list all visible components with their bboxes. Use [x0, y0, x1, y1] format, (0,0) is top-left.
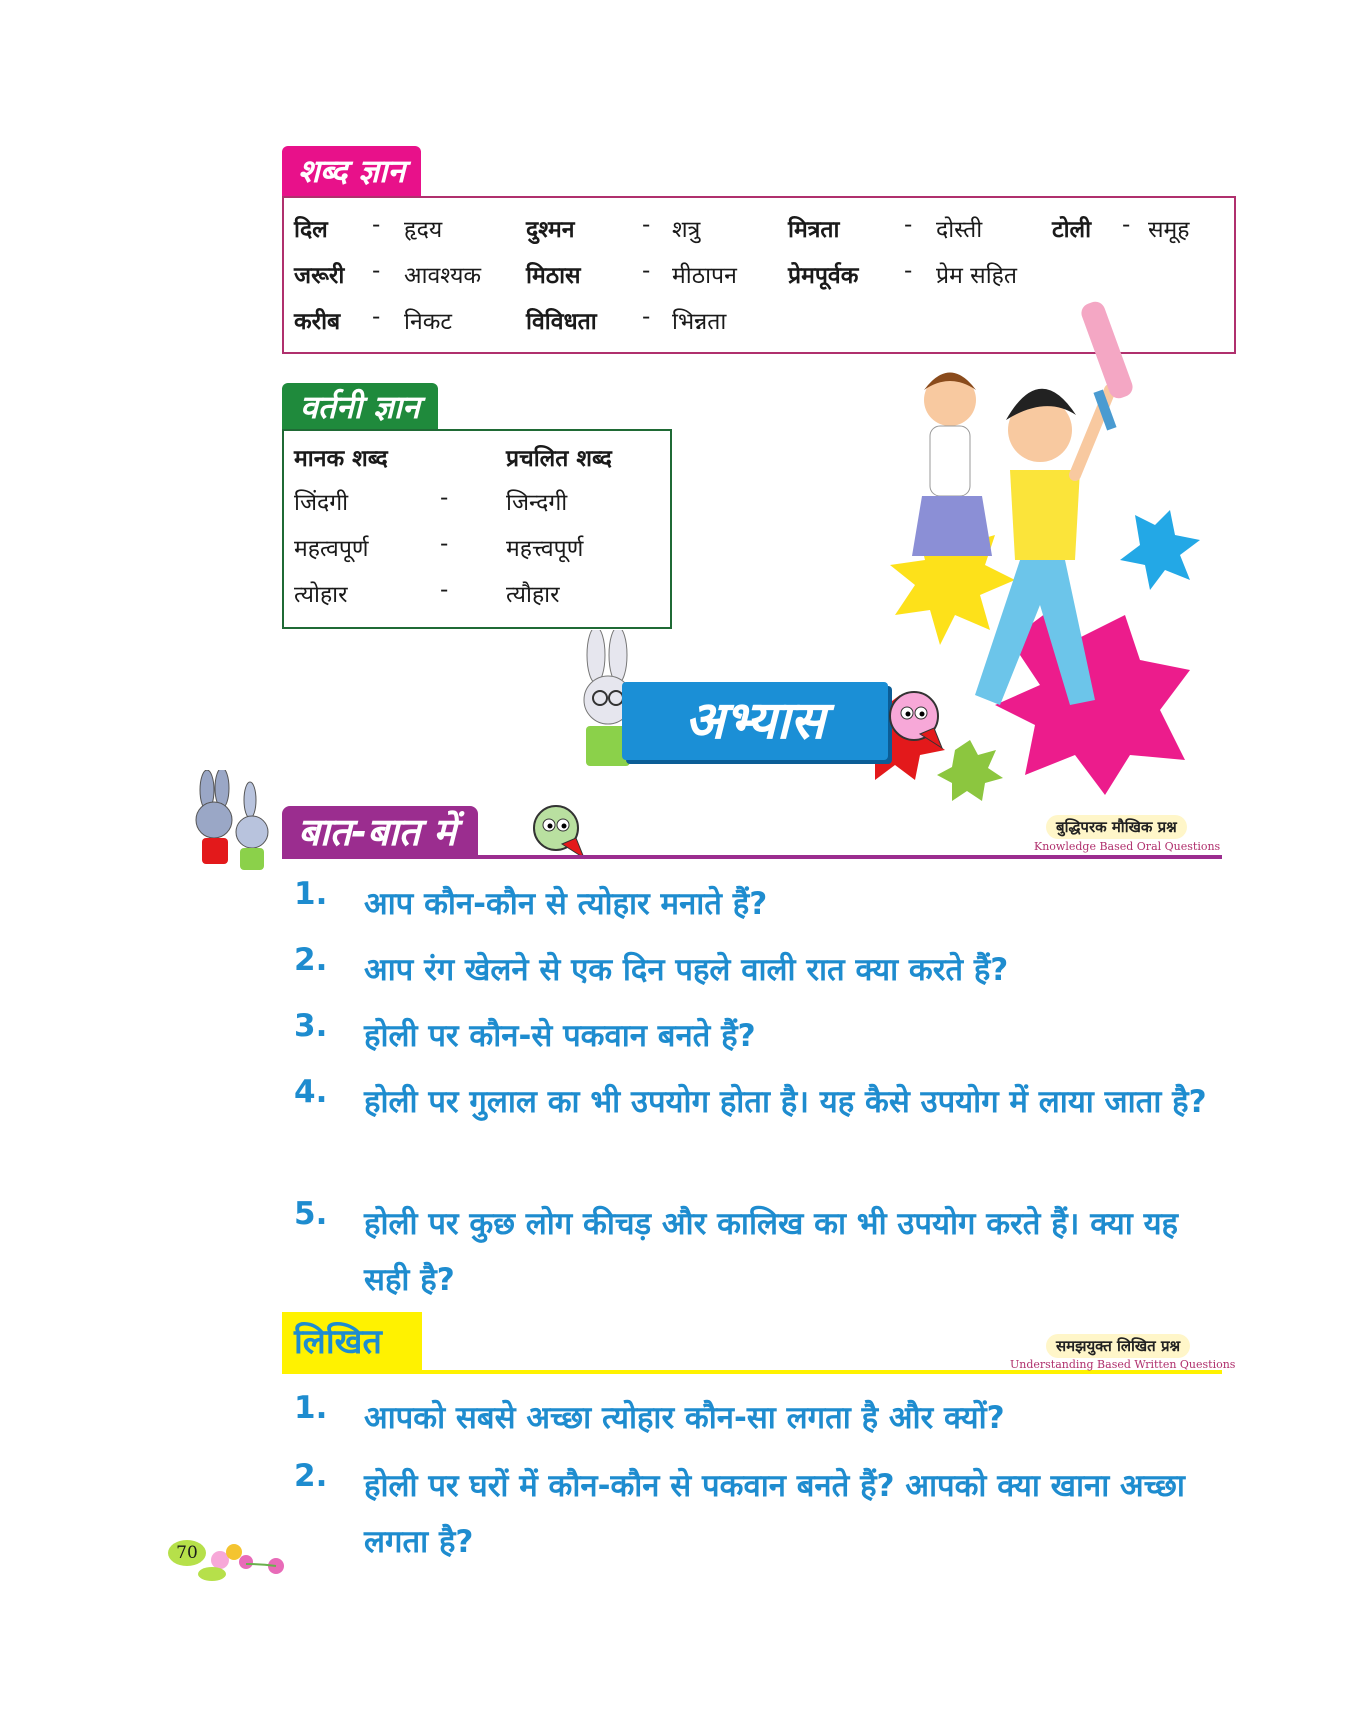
oral-question: 5. होली पर कुछ लोग कीचड़ और कालिख का भी उपयोग करते हैं। क्या यह सही है?	[294, 1196, 1179, 1298]
word-entry: करीब	[294, 309, 341, 335]
written-question: 1. आपको सबसे अच्छा त्योहार कौन-सा लगता है और क्यों?	[294, 1390, 1005, 1436]
word-entry: मित्रता	[788, 217, 840, 243]
word-entry: टोली	[1052, 217, 1092, 243]
oral-question: 2. आप रंग खेलने से एक दिन पहले वाली रात क्या करते हैं?	[294, 942, 1009, 988]
oral-badge-english: Knowledge Based Oral Questions	[1034, 840, 1221, 853]
page-number: 70	[168, 1540, 206, 1566]
holi-kids-illustration	[860, 280, 1240, 840]
written-section-title: लिखित	[282, 1312, 422, 1372]
blue-splash	[1120, 510, 1200, 590]
pencil-mascot-icon	[884, 686, 950, 752]
word-entry: विविधता	[526, 309, 597, 335]
word-entry: दुश्मन	[526, 217, 575, 243]
word-entry: प्रेमपूर्वक	[788, 263, 859, 289]
written-question: 2. होली पर घरों में कौन-कौन से पकवान बनते हैं? आपको क्या खाना अच्छा लगता है?	[294, 1458, 1185, 1560]
flower-decoration-icon	[190, 1530, 290, 1590]
oral-question: 4. होली पर गुलाल का भी उपयोग होता है। यह कैसे उपयोग में लाया जाता है?	[294, 1074, 1207, 1120]
shabd-gyan-title: शब्द ज्ञान	[282, 146, 421, 196]
oral-section-underline	[282, 855, 1222, 859]
vartani-gyan-box: मानक शब्द प्रचलित शब्द जिंदगी - जिन्दगी महत्वपूर्ण - महत्त्वपूर्ण त्योहार - त्यौहार	[282, 429, 672, 629]
shabd-gyan-box: दिल - हृदय दुश्मन - शत्रु मित्रता - दोस्ती टोली - समूह जरूरी - आवश्यक मिठास - मीठापन प्रेमपूर्वक - प्रेम सहित करीब - निकट विविधता - भिन्नता	[282, 196, 1236, 354]
rabbits-illustration	[172, 770, 282, 880]
oral-badge: बुद्धिपरक मौखिक प्रश्न	[1046, 815, 1187, 839]
written-badge-english: Understanding Based Written Questions	[1010, 1358, 1236, 1371]
word-entry: मिठास	[526, 263, 581, 289]
word-entry: जरूरी	[294, 263, 345, 289]
col-header-common: प्रचलित शब्द	[506, 446, 612, 472]
word-entry: दिल	[294, 217, 328, 243]
oral-section-title: बात-बात में	[282, 806, 478, 858]
written-badge: समझयुक्त लिखित प्रश्न	[1046, 1334, 1190, 1358]
oral-question: 3. होली पर कौन-से पकवान बनते हैं?	[294, 1008, 756, 1054]
vartani-gyan-title: वर्तनी ज्ञान	[282, 383, 438, 431]
oral-question: 1. आप कौन-कौन से त्योहार मनाते हैं?	[294, 876, 768, 922]
abhyas-banner: अभ्यास	[622, 682, 888, 760]
col-header-standard: मानक शब्द	[294, 446, 388, 472]
